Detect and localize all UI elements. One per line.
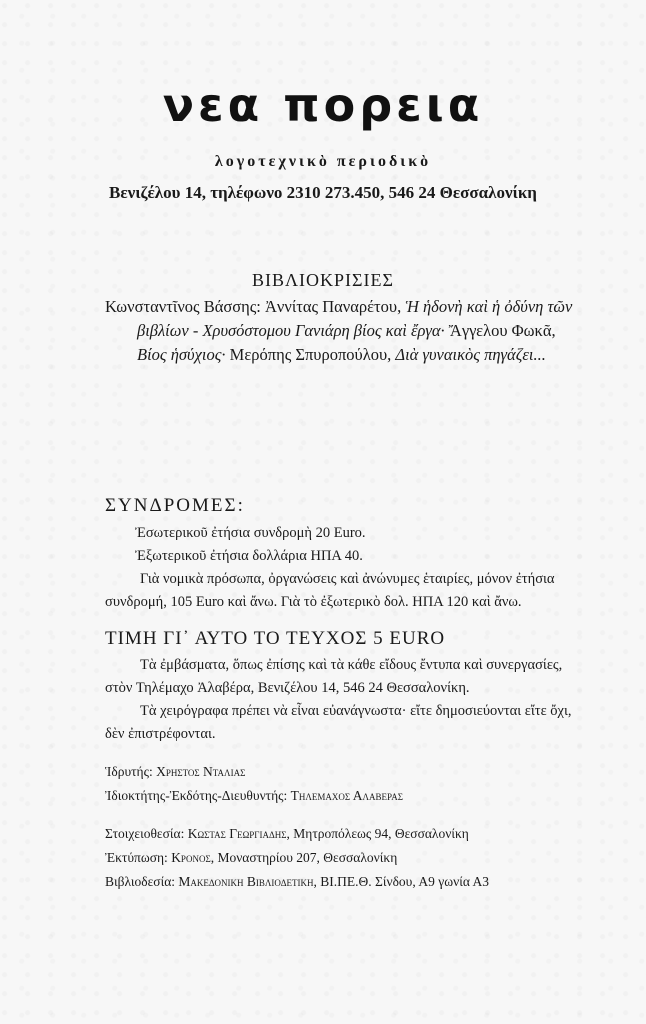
reviews-text: Μερόπης Σπυροπούλου, [225,345,396,364]
remittance-line-2: στὸν Τηλέμαχο Ἀλαβέρα, Βενιζέλου 14, 546 24 Θεσσαλονίκη. [105,680,470,696]
binding-label: Βιβλιοδεσία: [105,874,179,889]
founder-name: Χρηστος Νταλιας [156,764,246,779]
reviews-book-title: Διὰ γυναικὸς πηγάζει... [395,345,546,364]
reviews-book-title: Ἡ ἡδονὴ καὶ ἡ ὀδύνη τῶν [405,297,573,316]
typesetting-label: Στοιχειοθεσία: [105,826,188,841]
reviews-text: Ἄγγελου Φωκᾶ, [444,321,556,340]
price-body [105,654,615,746]
typesetting-name: Κωστας Γεωργιαδης [187,826,287,841]
reviews-body [105,295,625,367]
owner-name: Τηλεμαχος Αλαβερας [290,788,403,803]
price-heading: ΤΙΜΗ ΓΙ᾽ ΑΥΤΟ ΤΟ ΤΕΥΧΟΣ 5 EURO [105,628,446,649]
manuscripts-line-2: δὲν ἐπιστρέφονται. [105,726,216,742]
reviews-text: Κωνσταντῖνος Βάσσης: Ἀννίτας Παναρέτου, [105,297,406,316]
manuscripts-line-1: Τὰ χειρόγραφα πρέπει νὰ εἶναι εὐανάγνωστα· εἴτε δημοσιεύονται εἴτε ὄχι, [140,703,572,719]
credits [105,760,403,808]
subscription-foreign: Ἐξωτερικοῦ ἐτήσια δολλάρια ΗΠΑ 40. [135,548,363,564]
binding-name: Μακεδονικη Βιβλιοδετικη [178,874,314,889]
subscription-domestic: Ἐσωτερικοῦ ἐτήσια συνδρομὴ 20 Euro. [135,525,366,541]
typesetting-address: , Μητροπόλεως 94, Θεσσαλονίκη [286,826,469,841]
reviews-line-2 [105,319,625,343]
reviews-book-title: βιβλίων - Χρυσόστομου Γανιάρη βίος καὶ ἔργα· [137,321,445,340]
printing-address: , Μοναστηρίου 207, Θεσσαλονίκη [210,850,398,865]
production-credits [105,822,489,894]
binding-address: , ΒΙ.ΠΕ.Θ. Σίνδου, Α9 γωνία Α3 [313,874,490,889]
typesetting-line [105,822,489,846]
founder-label: Ἱδρυτής: [105,764,157,779]
magazine-address: Βενιζέλου 14, τηλέφωνο 2310 273.450, 546 24 Θεσσαλονίκη [109,183,537,202]
owner-line [105,784,403,808]
reviews-line-3 [105,343,625,367]
reviews-heading: ΒΙΒΛΙΟΚΡΙΣΙΕΣ [252,270,394,290]
founder-line [105,760,403,784]
magazine-subtitle: λογοτεχνικὸ περιοδικὸ [214,153,432,170]
binding-line [105,870,489,894]
subscriptions-body [105,522,615,614]
printing-line [105,846,489,870]
subscription-legal-line-2: συνδρομή, 105 Euro καὶ ἄνω. Γιὰ τὸ ἐξωτερικὸ δολ. ΗΠΑ 120 καὶ ἄνω. [105,594,522,610]
reviews-book-title: Βίος ἡσύχιος· [137,345,226,364]
printing-label: Ἐκτύπωση: [105,850,172,865]
subscription-legal-line-1: Γιὰ νομικὰ πρόσωπα, ὀργανώσεις καὶ ἀνώνυμες ἑταιρίες, μόνον ἐτήσια [140,571,555,587]
remittance-line-1: Τὰ ἐμβάσματα, ὅπως ἐπίσης καὶ τὰ κάθε εἴδους ἔντυπα καὶ συνεργασίες, [140,657,563,673]
subscriptions-heading: ΣΥΝΔΡΟΜΕΣ: [105,495,245,516]
reviews-line-1 [105,295,625,319]
magazine-title: νεα πορεια [162,78,484,132]
printing-name: Κρονος [171,850,211,865]
owner-label: Ἰδιοκτήτης-Ἐκδότης-Διευθυντής: [105,788,291,803]
